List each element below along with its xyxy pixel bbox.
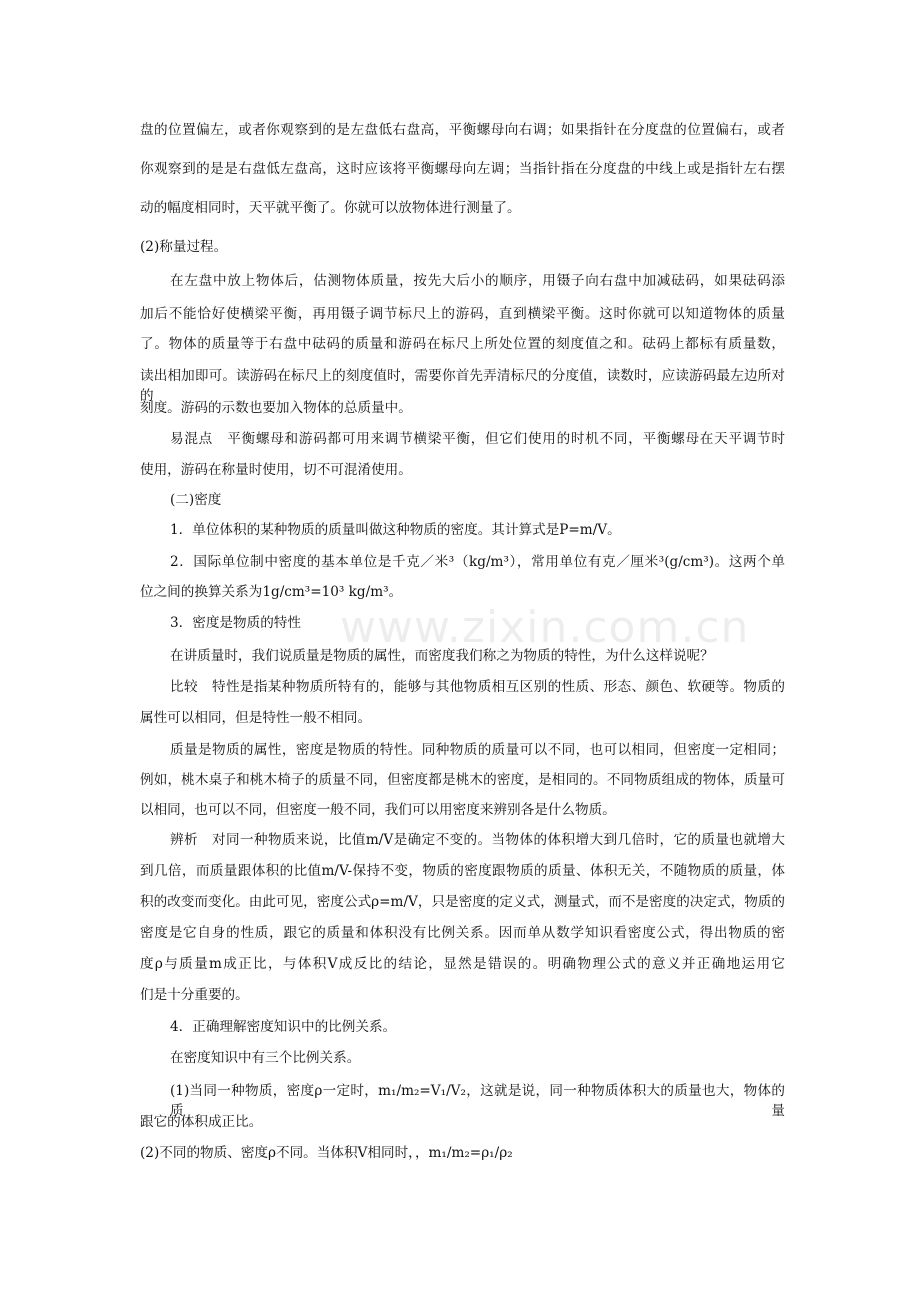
text-line: 比较 特性是指某种物质所特有的，能够与其他物质相互区别的性质、形态、颜色、软硬等。物质的 xyxy=(170,679,785,695)
text-line: (1)当同一种物质，密度ρ一定时，m₁/m₂=V₁/V₂，这就是说，同一种物质体积大的质量也大，物体的质量 xyxy=(170,1083,785,1119)
section-heading: (二)密度 xyxy=(170,492,222,508)
text-line: 1．单位体积的某种物质的质量叫做这种物质的密度。其计算式是P=m/V。 xyxy=(170,522,621,538)
text-line: 使用，游码在称量时使用，切不可混淆使用。 xyxy=(140,462,412,478)
text-line: 们是十分重要的。 xyxy=(140,987,249,1003)
text-line: 辨析 对同一种物质来说，比值m/V是确定不变的。当物体的体积增大到几倍时，它的质量也就增大 xyxy=(170,832,785,848)
text-line: (2)不同的物质、密度ρ不同。当体积V相同时，，m₁/m₂=ρ₁/ρ₂ xyxy=(140,1145,513,1161)
text-line: 易混点 平衡螺母和游码都可用来调节横梁平衡，但它们使用的时机不同，平衡螺母在天平调节时 xyxy=(170,431,785,447)
text-line: 动的幅度相同时，天平就平衡了。你就可以放物体进行测量了。 xyxy=(140,200,521,216)
section-heading: 4．正确理解密度知识中的比例关系。 xyxy=(170,1019,397,1035)
text-line: 加后不能恰好使横梁平衡，再用镊子调节标尺上的游码，直到横梁平衡。这时你就可以知道物体的质量 xyxy=(140,306,785,322)
text-line: 在讲质量时，我们说质量是物质的属性，而密度我们称之为物质的特性，为什么这样说呢？ xyxy=(170,648,714,664)
text-line: 盘的位置偏左，或者你观察到的是左盘低右盘高，平衡螺母向右调；如果指针在分度盘的位置偏右，或者 xyxy=(140,122,785,138)
text-line: 例如，桃木桌子和桃木椅子的质量不同，但密度都是桃木的密度，是相同的。不同物质组成的物体，质量可 xyxy=(140,772,785,788)
text-line: 属性可以相同，但是特性一般不相同。 xyxy=(140,710,372,726)
watermark: www.zixin.com.cn xyxy=(340,602,750,653)
text-line: 以相同，也可以不同，但密度一般不同，我们可以用密度来辨别各是什么物质。 xyxy=(140,802,616,818)
text-line: 2．国际单位制中密度的基本单位是千克／米³（kg/m³），常用单位有克／厘米³(g/cm³)。这两个单 xyxy=(170,554,785,570)
text-line: 在左盘中放上物体后，估测物体质量，按先大后小的顺序，用镊子向右盘中加减砝码，如果砝码添 xyxy=(170,273,785,289)
text-line: 在密度知识中有三个比例关系。 xyxy=(170,1050,361,1066)
text-line: 读出相加即可。读游码在标尺上的刻度值时，需要你首先弄清标尺的分度值，读数时，应读游码最左边所对的 xyxy=(140,368,785,404)
text-line: 你观察到的是是右盘低左盘高，这时应该将平衡螺母向左调；当指针指在分度盘的中线上或是指针左右摆 xyxy=(140,161,785,177)
text-line: 密度是它自身的性质，跟它的质量和体积没有比例关系。因而单从数学知识看密度公式，得出物质的密 xyxy=(140,925,785,941)
text-line: 质量是物质的属性，密度是物质的特性。同种物质的质量可以不同，也可以相同，但密度一定相同； xyxy=(170,742,785,758)
text-line: 刻度。游码的示数也要加入物体的总质量中。 xyxy=(140,400,412,416)
text-line: 跟它的体积成正比。 xyxy=(140,1114,263,1130)
text-line: 到几倍，而质量跟体积的比值m/V-保持不变，物质的密度跟物质的质量、体积无关，不随物质的质量，体 xyxy=(140,863,785,879)
text-line: 积的改变而变化。由此可见，密度公式ρ=m/V，只是密度的定义式，测量式，而不是密度的决定式，物质的 xyxy=(140,894,785,910)
text-line: 3．密度是物质的特性 xyxy=(170,615,301,631)
text-line: 了。物体的质量等于右盘中砝码的质量和游码在标尺上所处位置的刻度值之和。砝码上都标有质量数， xyxy=(140,336,785,352)
text-line: 度ρ与质量m成正比，与体积V成反比的结论，显然是错误的。明确物理公式的意义并正确地运用它 xyxy=(140,956,785,972)
text-line: 位之间的换算关系为1g/cm³=10³ kg/m³。 xyxy=(140,584,403,600)
section-heading: (2)称量过程。 xyxy=(140,239,228,255)
